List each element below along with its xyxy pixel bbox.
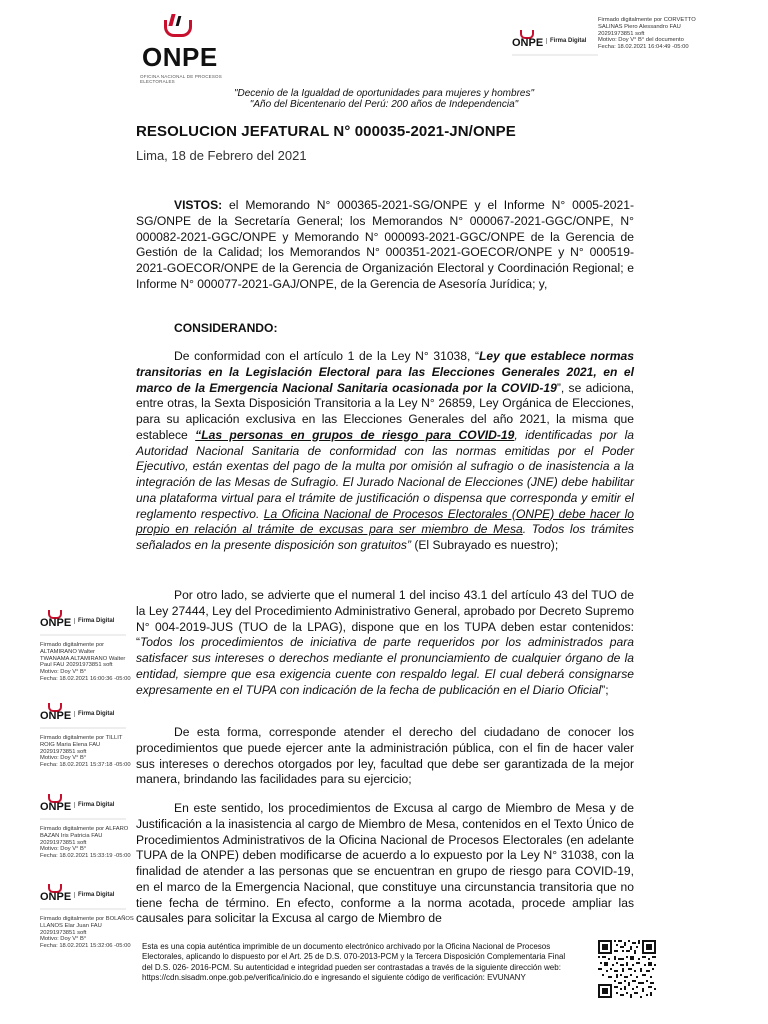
- signature-line: TWANAMA ALTAMIRANO Walter: [40, 655, 126, 662]
- vistos-text: el Memorando N° 000365-2021-SG/ONPE y el Informe N° 0005-2021-SG/ONPE de la Secretaría General; los Memorandos N° 000067-2021-GGC/ONPE, N° 000082-2021-GGC/ONPE y Memorando N° 000093-2021-GGC/ONPE de la Gerencia de Gestión de la Calidad; los Memorandos N° 000351-2021-GOECOR/ONPE y N° 000519-2021-GOECOR/ONPE de la Gerencia de Organización Electoral y Coordinación Regional; e Informe N° 000077-2021-GAJ/ONPE, de la Gerencia de Asesoría Jurídica; y,: [136, 198, 634, 291]
- signature-line: Fecha: 18.02.2021 16:00:36 -05:00: [40, 675, 131, 682]
- vistos-paragraph: [136, 198, 634, 293]
- vistos-label: VISTOS:: [174, 198, 223, 212]
- motto-block: [0, 88, 768, 110]
- side-signature: [40, 610, 136, 683]
- motto-line: "Año del Bicentenario del Perú: 200 años de Independencia": [249, 99, 519, 110]
- onpe-mini-logo-icon: ONPE: [40, 703, 70, 725]
- signature-line: Firmado digitalmente por CORVETTO: [598, 17, 696, 23]
- paragraph-1: [136, 349, 634, 554]
- signature-line: LLANOS Elar Juan FAU: [40, 922, 102, 929]
- onpe-mini-logo-icon: ONPE: [512, 30, 542, 52]
- quote-underlined: “Las personas en grupos de riesgo para COVID-19: [195, 427, 515, 442]
- law-title: Ley que establece normas transitorias en la Legislación Electoral para las Elecciones Generales 2021, en el marco de la Emergencia Nacional Sanitaria ocasionada por la COVID-19: [136, 349, 634, 395]
- onpe-mini-logo-icon: ONPE: [40, 610, 70, 632]
- motto-line: "Decenio de la Igualdad de oportunidades para mujeres y hombres": [233, 88, 535, 99]
- quote-text: . Todos los trámites señalados en la presente disposición son gratuitos”: [136, 522, 634, 552]
- para4-text: En este sentido, los procedimientos de Excusa al cargo de Miembro de Mesa y de Justificación a la inasistencia al cargo de Miembro de Mesa, contenidos en el Texto Único de Procedimientos Administrativos de la Oficina Nacional de Procesos Electorales (en adelante TUPA de la ONPE) deben modificarse de acuerdo a lo expuesto por la Ley N° 31038, con la finalidad de atender a las personas que se encuentran en grupo de riesgo para COVID-19, en el marco de la Emergencia Nacional, que constituye una circunstancia transitoria que no tiene fecha de término. En efecto, conforme a la norma acotada, procede ampliar las causales para solicitar la Excusa al cargo de Miembro de: [136, 801, 634, 926]
- side-signature: [40, 794, 136, 860]
- para2-text: Por otro lado, se advierte que el numeral 1 del inciso 43.1 del artículo 43 del TUO de la Ley 27444, Ley del Procedimiento Administrativo General, aprobado por Decreto Supremo N° 004-2019-JUS (TUO de la LPAG), dispone que en los TUPA deben estar contenidos: “: [136, 588, 634, 650]
- quote-text: Todos los procedimientos de iniciativa de parte requeridos por los administrados para satisfacer sus intereses o derechos mediante el pronunciamiento de cualquier órgano de la entidad, siempre que esa exigencia cuente con respaldo legal. El cual deberá consignarse expresamente en el TUPA con indicación de la fecha de publicación en el Diario Oficial: [136, 635, 634, 697]
- signature-line: BAZAN Iris Patricia FAU: [40, 832, 103, 839]
- signature-line: Fecha: 18.02.2021 15:32:06 -05:00: [40, 943, 131, 950]
- signature-line: Firmado digitalmente por TILLIT: [40, 735, 123, 741]
- paragraph-4: [136, 801, 634, 927]
- signature-line: SALINAS Piero Alessandro FAU: [598, 23, 681, 30]
- signature-line: 20291973851 soft: [40, 748, 87, 755]
- signature-line: 20291973851 soft: [40, 839, 87, 846]
- signature-line: Motivo: Doy V° B°: [40, 669, 87, 676]
- qr-code-icon: [598, 940, 656, 998]
- onpe-mini-logo-icon: ONPE: [40, 794, 70, 816]
- onpe-logo-mark-icon: [164, 14, 194, 42]
- logo-tagline: OFICINA NACIONAL DE PROCESOS ELECTORALES: [140, 74, 222, 84]
- top-signature-text: [598, 17, 748, 51]
- signature-line: Fecha: 18.02.2021 15:33:19 -05:00: [40, 853, 131, 860]
- signature-line: Motivo: Doy V° B°: [40, 936, 87, 943]
- quote-underlined: La Oficina Nacional de Procesos Electorales (ONPE) debe hacer lo propio en relación al trámite de excusas para ser miembro de Mesa: [136, 506, 634, 537]
- logo-name: ONPE: [142, 42, 218, 72]
- signature-line: Motivo: Doy V° B°: [40, 846, 87, 853]
- signature-line: Motivo: Doy V° B° del documento: [598, 37, 684, 44]
- signature-line: Firmado digitalmente por ALTAMIRANO Walter: [40, 642, 105, 655]
- para3-text: De esta forma, corresponde atender el derecho del ciudadano de conocer los procedimientos que puede ejercer ante la administración pública, con el fin de hacer valer sus intereses o derechos otorgados por ley, facultad que debe ser garantizada de la mejor manera, brindando las facilidades para su ejercicio;: [136, 725, 634, 787]
- considerando-heading: CONSIDERANDO:: [174, 321, 278, 335]
- para2-text: ”;: [601, 682, 609, 697]
- signature-line: ROIG Maria Elena FAU: [40, 741, 101, 748]
- para1-text: De conformidad con el artículo 1 de la Ley N° 31038, “: [174, 349, 479, 363]
- digital-signature-stamp: [512, 30, 602, 56]
- paragraph-3: [136, 725, 634, 788]
- stamp-label: Firma Digital: [74, 802, 114, 808]
- onpe-mini-logo-icon: ONPE: [40, 884, 70, 906]
- quote-text: , identificadas por la Autoridad Nacional Sanitaria de conformidad con las normas emitidas por el Poder Ejecutivo, están exentas del pago de la multa por omisión al sufragio o de inasistencia a la integración de las Mesas de Sufragio. El Jurado Nacional de Elecciones (JNE) debe habilitar una plataforma virtual para el trámite de justificación o dispensa que corresponda y emitir el reglamento respectivo.: [136, 427, 634, 521]
- signature-line: Fecha: 18.02.2021 15:37:18 -05:00: [40, 762, 131, 769]
- signature-line: 20291973851 soft: [40, 929, 87, 936]
- onpe-logo: [138, 14, 236, 86]
- side-signature: [40, 703, 136, 769]
- para1-text: ”, se adiciona, entre otras, la Sexta Disposición Transitoria a la Ley N° 26859, Ley Orgánica de Elecciones, para su aplicación exclusiva en las Elecciones Generales del año 2021, la misma que establece: [136, 380, 635, 442]
- verification-footer: Esta es una copia auténtica imprimible de un documento electrónico archivado por la Oficina Nacional de Procesos Electorales, aplicando lo dispuesto por el Art. 25 de D.S. 070-2013-PCM y la Tercera Disposición Complementaria Final del D.S. 026- 2016-PCM. Su autenticidad e integridad pueden ser contrastadas a través de la siguiente dirección web: https://cdn.sisadm.onpe.gob.pe/verifica/inicio.do e ingresando el siguiente código de verificación: EVUNANY: [142, 942, 566, 983]
- stamp-label: Firma Digital: [74, 892, 114, 898]
- signature-line: Fecha: 18.02.2021 16:04:49 -05:00: [598, 44, 689, 51]
- stamp-label: Firma Digital: [74, 711, 114, 717]
- signature-line: Firmado digitalmente por BOLAÑOS: [40, 916, 134, 922]
- paragraph-2: [136, 588, 634, 698]
- document-title: RESOLUCION JEFATURAL N° 000035-2021-JN/ONPE: [136, 123, 516, 140]
- side-signature: [40, 884, 136, 950]
- signature-line: Firmado digitalmente por ALFARO: [40, 826, 129, 832]
- signature-line: Motivo: Doy V° B°: [40, 755, 87, 762]
- signature-line: 20291973851 soft: [598, 30, 645, 37]
- document-date: Lima, 18 de Febrero del 2021: [136, 148, 307, 163]
- stamp-label: Firma Digital: [74, 618, 114, 624]
- para1-text: (El Subrayado es nuestro);: [410, 538, 559, 552]
- stamp-label: Firma Digital: [546, 38, 586, 44]
- signature-line: Paul FAU 20291973851 soft: [40, 662, 113, 669]
